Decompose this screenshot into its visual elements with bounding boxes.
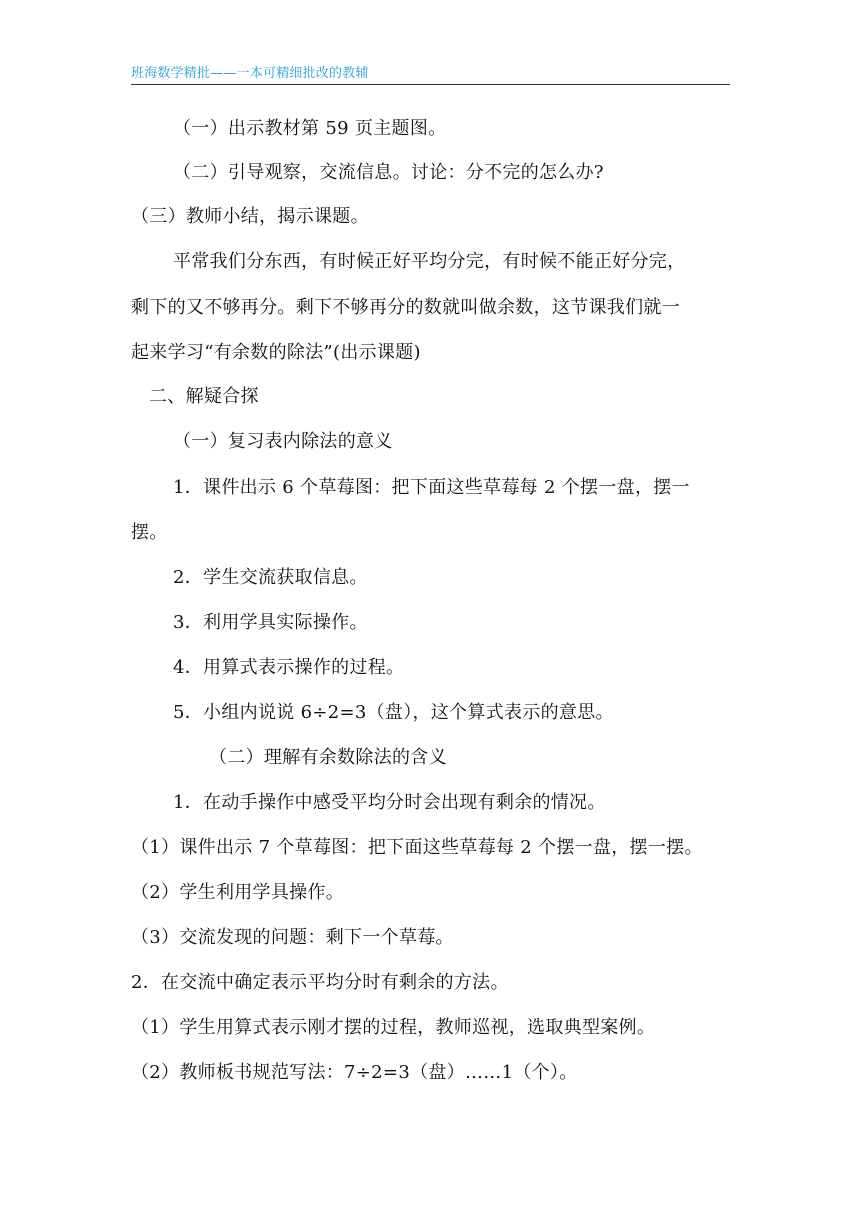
text-line: （2）教师板书规范写法：7÷2=3（盘）……1（个）。	[131, 1062, 578, 1083]
text-line: （三）教师小结，揭示课题。	[131, 206, 369, 227]
header-title: 班海数学精批——一本可精细批改的教辅	[131, 66, 369, 81]
text-line: 1．课件出示 6 个草莓图：把下面这些草莓每 2 个摆一盘，摆一	[173, 477, 690, 498]
text-line: 4．用算式表示操作的过程。	[173, 657, 405, 678]
text-line: （一）出示教材第 59 页主题图。	[173, 118, 447, 139]
text-line: 剩下的又不够再分。剩下不够再分的数就叫做余数，这节课我们就一	[131, 297, 680, 318]
subsection-heading: （二）理解有余数除法的含义	[209, 747, 447, 768]
text-line: 5．小组内说说 6÷2=3（盘），这个算式表示的意思。	[173, 702, 614, 723]
text-line: 2．在交流中确定表示平均分时有剩余的方法。	[131, 972, 509, 993]
text-line: 2．学生交流获取信息。	[173, 567, 368, 588]
text-line: （二）引导观察，交流信息。讨论：分不完的怎么办?	[173, 162, 604, 183]
text-line: 摆。	[131, 522, 168, 543]
text-line: 1．在动手操作中感受平均分时会出现有剩余的情况。	[173, 792, 606, 813]
subsection-heading: （一）复习表内除法的意义	[173, 431, 393, 452]
text-line: （3）交流发现的问题：剩下一个草莓。	[131, 927, 454, 948]
text-line: 起来学习“有余数的除法”(出示课题)	[131, 342, 421, 363]
text-line: 平常我们分东西，有时候正好平均分完，有时候不能正好分完，	[173, 251, 686, 272]
page-header	[131, 62, 730, 85]
section-heading: 二、解疑合探	[149, 386, 259, 407]
text-line: （1）课件出示 7 个草莓图：把下面这些草莓每 2 个摆一盘，摆一摆。	[131, 837, 703, 858]
text-line: （1）学生用算式表示刚才摆的过程，教师巡视，选取典型案例。	[131, 1017, 656, 1038]
text-line: 3．利用学具实际操作。	[173, 612, 368, 633]
text-line: （2）学生利用学具操作。	[131, 882, 345, 903]
